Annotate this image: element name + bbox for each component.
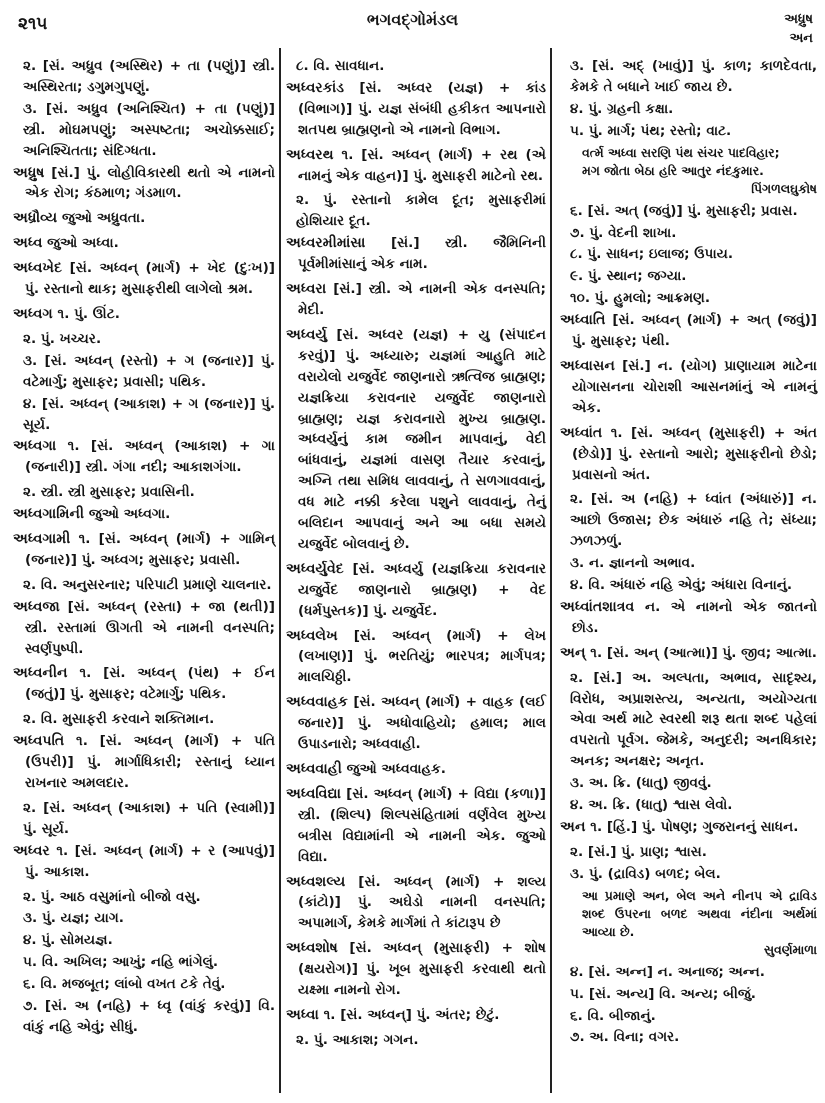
dictionary-entry [286,938,546,1001]
sense-definition: ૩. [સં. અદ્ (ખાવું)] પું. કાળ; કાળદેવતા, કેમકે તે બધાને ખાઈ જાય છે. [570,58,817,95]
sense-definition: ૨. પું. આઠ વસુમાંનો બીજો વસુ. [23,888,201,905]
dictionary-entry [286,692,546,755]
definition: [સં.] ન. (યોગ) પ્રાણાયામ માટેના યોગાસનના ચોરાશી આસનમાંનું એ નામનું એક. [572,357,818,416]
definition: [સં. અધ્વન્ (માર્ગ) + લેખ (લખાણ)] પું. ભરતિયું; ભારપત્ર; માર્ગપત્ર; માલચિઠ્ઠી. [298,627,546,686]
definition: ૧. [સં. અન્ (આત્મા)] પું. જીવ; આત્મા. [590,644,817,661]
sense-definition: ૩. પું. યજ્ઞ; યાગ. [23,910,124,927]
dictionary-entry [286,872,546,935]
headword: અધ્વગામી [13,531,71,548]
definition: જુઓ અધ્વા. [47,235,119,252]
dictionary-entry [13,597,275,660]
sense-definition: ૫. વિ. અખિલ; આખું; નહિ ભાંગેલું. [23,954,219,971]
definition: ૧. [સં. અધ્વન્ (માર્ગ) + રથ (એ નામનું એક વાહન)] પું. મુસાફરી માટેનો રથ. [298,146,547,184]
definition: [સં. અધ્વન્ (માર્ગ) + વાહક (લઈ જનાર)] પું. અધોવાહિયો; હમાલ; માલ ઉપાડનારો; અધ્વવાહી. [298,694,547,753]
definition: જુઓ અધ્રુવતા. [61,210,146,227]
headword: અધ્વગા [13,438,57,455]
headword: અધ્વર [13,842,50,859]
definition: [સં.] પું. લોહીવિકારથી થતો એ નામનો એક રોગ; કંઠમાળ; ગંડમાળ. [25,164,275,202]
sense-definition: ૨. [સં. અધ્વન્ (આકાશ) + પતિ (સ્વામી)] પું. સૂર્ય. [23,799,275,837]
definition: [સં. અધ્વન્ (માર્ગ) + વિદ્યા (કળા)] સ્ત્રી. (શિલ્પ) શિલ્પસંહિતામાં વર્ણવેલ મુખ્ય બત્રીસ વિદ્યામાંની એ નામની એક. જુઓ વિદ્યા. [298,785,546,865]
dictionary-entry [560,643,817,664]
citation-quote [560,144,817,198]
dictionary-entry [286,279,546,321]
headword: અધ્વનીન [13,665,68,682]
sense-definition: ૬. વિ. બીજાનું. [570,1007,656,1024]
sense-definition: ૩. પું. (દ્રાવિડ) બળદ; બેલ. [570,865,721,882]
headword: અધ્વગામિની [13,506,85,523]
sense-definition: ૧૦. પું. હુમલો; આક્રમણ. [570,290,711,307]
column-3 [560,56,817,1049]
dictionary-entry [13,233,275,254]
dictionary-entry [13,258,275,300]
sense-definition: ૭. પું. વેદની શાખા. [570,224,677,241]
definition: ન. એ નામનો એક જાતનો છોડ. [572,598,817,636]
definition: [સં. અધ્વન્ (મુસાફરી) + શોષ (ક્ષયરોગ)] પું. ખૂબ મુસાફરી કરવાથી થતો યક્ષ્મા નામનો રોગ. [298,940,547,999]
sense-definition: ૪. પું. સોમયજ્ઞ. [23,932,113,949]
dictionary-entry [560,597,817,639]
headword: અધ્વલેખ [286,627,338,644]
headword: અધ્વાંતશાત્રવ [560,598,635,615]
headword: અધ્વગ [13,305,53,322]
page-number: ૨૧૫ [18,14,48,34]
headword: અધ્વવાહી [286,761,342,777]
column-1 [13,56,275,1039]
sense-definition: ૯. પું. સ્થાન; જગ્યા. [570,268,687,285]
dictionary-entry [286,559,546,622]
sense-definition: ૨. [સં.] અ. અલ્પતા, અભાવ, સાદૃશ્ય, વિરોધ, અપ્રાશસ્ત્ય, અન્યતા, અયોગ્યતા એવા અર્થ માટે સ્વરથી શરૂ થતા શબ્દ પહેલાં વપરાતો પૂર્વગ. જેમકે, અનુદરી; અનધિકાર; અનક; અનક્ષર; અનૃત. [570,669,817,770]
sense-definition: ૮. વિ. સાવધાન. [296,58,385,74]
headword: અધ્વરકાંડ [286,79,345,96]
definition: ૧. [સં. અધ્વન્] પું. અંતર; છેટું. [323,1006,500,1023]
sense-definition: ૨. પું. ખચ્ચર. [23,330,102,347]
headword: અધ્વવાહક [286,694,348,711]
headword: અન [560,819,586,835]
headword: અધ્વશોષ [286,940,338,957]
headword: અધ્રૌવ્ય [13,210,58,227]
dictionary-entry [13,731,275,794]
sense-definition: ૨. વિ. મુસાફરી કરવાને શક્તિમાન. [23,711,215,728]
sense-definition: ૨. [સં. અ (નહિ) + ધ્વાંત (અંધારું)] ન. આછો ઉજાસ; છેક અંધારું નહિ તે; સંધ્યા; ઝળઝળું. [570,491,817,550]
dictionary-entry [13,304,275,325]
definition: [સં. અધ્વન્ (રસ્તા) + જા (થતી)] સ્ત્રી. રસ્તામાં ઊગતી એ નામની વનસ્પતિ; સ્વર્ણપુષ્પી. [25,598,275,657]
definition: ૧. [સં. અધ્વન્ (માર્ગ) + ર (આપવું)] પું. આકાશ. [25,842,275,880]
sense-definition: ૩. [સં. અધ્રુવ (અનિશ્ચિત) + તા (પણું)] સ્ત્રી. મોઘમપણું; અસ્પષ્ટતા; અચોક્કસાઈ; અનિશ્ચિતતા; સંદિગ્ધતા. [23,100,275,159]
sense-definition: ૪. વિ. અંધારું નહિ એવું; અંધારા વિનાનું. [570,577,793,594]
sense-definition: ૩. અ. ક્રિ. (ધાતુ) જીવવું. [570,775,712,792]
sense-definition: ૭. અ. વિના; વગર. [570,1029,680,1046]
guide-word-first: અધ્રુષ [784,12,813,27]
definition: [સં.] સ્ત્રી. જૈમિનિની પૂર્વમીમાંસાનું એક નામ. [298,235,546,273]
column-rule [279,48,281,1093]
dictionary-entry [13,208,275,229]
dictionary-entry [13,663,275,705]
dictionary-entry [286,325,546,555]
sense-definition: ૪. [સં. અધ્વન્ (આકાશ) + ગ (જનાર)] પું. સૂર્ય. [23,395,275,433]
definition: જુઓ અધ્વગા. [88,506,171,523]
headword: અધ્વખેદ [13,260,63,277]
definition: જુઓ અધ્વવાહક. [346,761,446,777]
dictionary-entry [13,436,275,478]
sense-definition: ૮. પું. સાધન; ઇલાજ; ઉપાય. [570,246,733,263]
sense-definition: ૨. પું. રસ્તાનો કામેલ દૂત; મુસાફરીમાં હોશિયાર દૂત. [296,192,546,230]
dictionary-entry [286,145,546,187]
dictionary-entry [560,817,817,838]
definition: ૧. [સં. અધ્વન્ (મુસાફરી) + અંત (છેડો)] પું. રસ્તાનો આરો; મુસાફરીનો છેડો; પ્રવાસનો અંત. [572,424,817,483]
sense-definition: ૩. ન. જ્ઞાનનો અભાવ. [570,555,696,572]
sense-definition: ૨. પું. આકાશ; ગગન. [296,1031,419,1048]
headword: અધ્વશલ્ય [286,873,346,890]
definition: ૧. [સં. અધ્વન્ (આકાશ) + ગા (જનારી)] સ્ત્રી. ગંગા નદી; આકાશગંગા. [25,438,275,476]
dictionary-entry [560,356,817,419]
column-2 [286,56,546,1052]
headword: અધ્વા [286,1006,319,1023]
quote-line: આ પ્રમાણે અન, બેલ અને નીનપ એ દ્રાવિડ શબ્દ ઉપરના બળદ અથવા નંદીના અર્થમાં આવ્યા છે. [582,887,817,939]
citation-source: સુવર્ણમાળા [763,941,817,957]
sense-definition: ૬. વિ. મજબૂત; લાંબો વખત ટકે તેવું. [23,976,226,993]
dictionary-entry [13,504,275,525]
citation-quote [560,887,817,959]
sense-definition: ૫. [સં. અન્ય] વિ. અન્ય; બીજું. [570,985,756,1002]
dictionary-entry [286,759,546,780]
quote-line: વર્ત્મ અધ્વા સરણિ પંથ સંચર પાદવિહાર; [582,144,780,160]
dictionary-entry [560,310,817,352]
definition: ૧. [સં. અધ્વન્ (પંથ) + ઈન (જતું)] પું. મુસાફર; વટેમાર્ગુ; પથિક. [25,665,275,703]
running-title: ભગવદ્ગોમંડલ [366,10,459,29]
dictionary-entry [13,529,275,571]
dictionary-entry [286,233,546,275]
definition: [સં. અધ્વન્ (માર્ગ) + અત્ (જવું)] પું. મુસાફર; પંથી. [572,312,818,350]
headword: અધ્વરથ [286,146,334,163]
quote-line: મગ જોતા બેઠા હરિ આતુર નંદકુમાર. [582,162,764,178]
sense-definition: ૨. [સં. અધ્રુવ (અસ્થિર) + તા (પણું)] સ્ત્રી. અસ્થિરતા; ડગુમગુપણું. [23,58,275,95]
headword: અધ્વરા [286,281,327,298]
column-rule [550,48,552,1093]
guide-words [784,10,813,48]
sense-definition: ૨. [સં.] પું. પ્રાણ; શ્વાસ. [570,843,707,860]
sense-definition: ૪. અ. ક્રિ. (ધાતુ) શ્વાસ લેવો. [570,797,733,814]
definition: ૧. [હિં.] પું. પોષણ; ગુજરાનનું સાધન. [590,819,799,835]
headword: અધ્વાંત [560,424,603,441]
definition: [સં. અધ્વર્યુ (યજ્ઞક્રિયા કરાવનાર યજુર્વેદ જાણનારો બ્રાહ્મણ) + વેદ (ધર્મપુસ્તક)] પું. યજુર્વેદ. [298,560,546,619]
headword: અન્ [560,644,586,661]
definition: [સં. અધ્વન્ (માર્ગ) + ખેદ (દુઃખ)] પું. રસ્તાનો થાક; મુસાફરીથી લાગેલો શ્રમ. [25,260,276,298]
definition: [સં.] સ્ત્રી. એ નામની એક વનસ્પતિ; મેદી. [298,281,546,318]
headword: અધ્વર્યુ [286,326,328,343]
definition: ૧. [સં. અધ્વન્ (માર્ગ) + પતિ (ઉપરી)] પું. માર્ગાધિકારી; રસ્તાનું ધ્યાન રાખનાર અમલદાર. [25,733,275,791]
headword: અધ્વાતિ [560,312,606,329]
sense-definition: ૨. વિ. અનુસરનાર; પરિપાટી પ્રમાણે ચાલનાર. [23,576,272,593]
dictionary-entry [560,423,817,486]
sense-definition: ૭. [સં. અ (નહિ) + ધ્વૃ (વાંકું કરવું)] વિ. વાંકું નહિ એવું; સીધું. [23,998,275,1035]
headword: અધ્વરમીમાંસા [286,235,366,252]
headword: અધ્વપતિ [13,733,65,750]
sense-definition: ૨. સ્ત્રી. સ્ત્રી મુસાફર; પ્રવાસિની. [23,484,195,501]
sense-definition: ૬. [સં. અત્ (જવું)] પું. મુસાફરી; પ્રવાસ. [570,202,798,219]
citation-source: પિંગળલઘુકોષ [751,180,817,196]
sense-definition: ૩. [સં. અધ્વન્ (રસ્તો) + ગ (જનાર)] પું. વટેમાર્ગુ; મુસાફર; પ્રવાસી; પથિક. [23,352,275,390]
headword: અધ્વજા [13,598,60,615]
dictionary-entry [286,78,546,141]
headword: અધ્વાસન [560,357,615,374]
sense-definition: ૪. પું. ગ્રહની કક્ષા. [570,100,674,117]
guide-word-last: અન [789,31,813,46]
headword: અધ્વર્યુવેદ [286,560,344,577]
definition: ૧. પું. ઊંટ. [57,305,120,322]
definition: [સં. અધ્વન્ (માર્ગ) + શલ્ય (કાંટો)] પું. અઘેડો નામની વનસ્પતિ; અપામાર્ગ, કેમકે માર્ગમાં તે કાંટારૂપ છે [298,873,546,932]
definition: ૧. [સં. અધ્વન્ (માર્ગ) + ગામિન્ (જનાર)] પું. અધ્વગ; મુસાફર; પ્રવાસી. [25,531,275,568]
dictionary-entry [13,163,275,205]
headword: અધ્રુષ [13,164,45,181]
definition: [સં. અધ્વર (યજ્ઞ) + કાંડ (વિભાગ)] પું. યજ્ઞ સંબંધી હકીકત આપનારો શતપથ બ્રાહ્મણનો એ નામનો વિભાગ. [298,79,546,138]
dictionary-entry [286,626,546,689]
dictionary-entry [286,784,546,868]
sense-definition: ૫. પું. માર્ગ; પંથ; રસ્તો; વાટ. [570,122,732,139]
headword: અધ્વવિદ્યા [286,785,342,802]
dictionary-entry [13,841,275,883]
headword: અધ્વ [13,235,43,252]
dictionary-entry [286,1005,546,1026]
definition: [સં. અધ્વર (યજ્ઞ) + યુ (સંપાદન કરવું)] પું. અધ્યારુ; યજ્ઞમાં આહુતિ માટે વરાયેલો યજુર્વેદ જાણનારો ઋત્વિજ બ્રાહ્મણ; યજ્ઞક્રિયા કરાવનાર યજુર્વેદ જાણનારો બ્રાહ્મણ; યજ્ઞ કરાવનારો મુખ્ય બ્રાહ્મણ. અધ્વર્યુનું કામ જમીન માપવાનું, વેદી બાંધવાનું, યજ્ઞમાં વાસણ તૈયાર કરવાનું, અગ્નિ તથા સમિધ લાવવાનું, તે સળગાવવાનું, વધ માટે નક્કી કરેલા પશુને લાવવાનું, તેનું બલિદાન આપવાનું અને આ બધા સમયે યજુર્વેદ બોલવાનું છે. [298,326,546,552]
sense-definition: ૪. [સં. અન્ન] ન. અનાજ; અન્ન. [570,963,765,980]
